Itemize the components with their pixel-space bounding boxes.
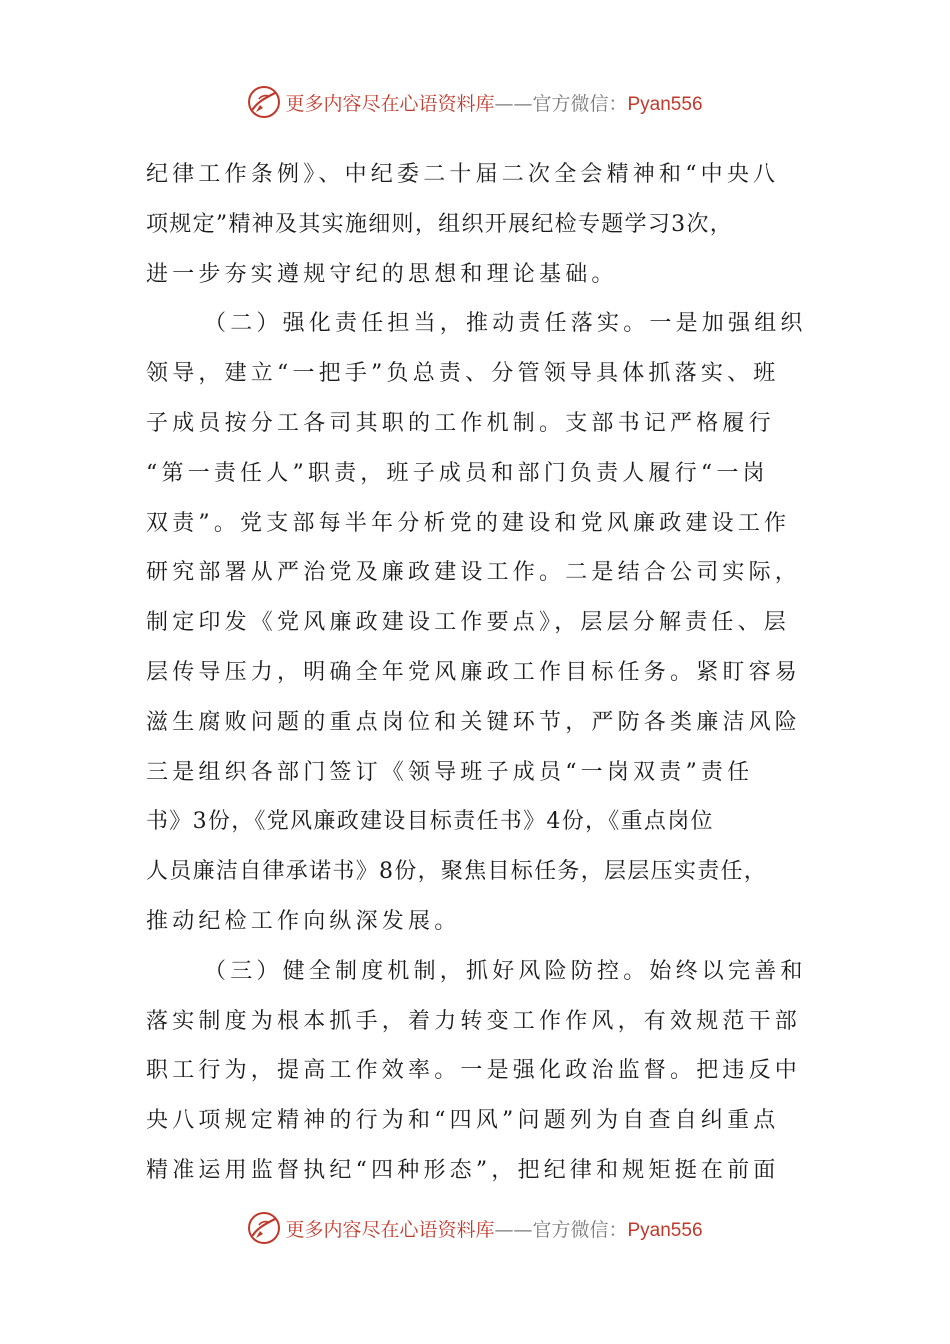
header-watermark-title: 更多内容尽在心语资料库	[285, 92, 495, 115]
body-line-14: 书》3份，《党风廉政建设目标责任书》4份，《重点岗位	[146, 809, 714, 835]
footer-wechat-id: Pyan556	[627, 1219, 703, 1241]
body-line-19: 职工行为，提高工作效率。一是强化政治监督。把违反中	[146, 1058, 802, 1084]
body-line-13: 三是组织各部门签订《领导班子成员“一岗双责”责任	[146, 759, 754, 785]
body-line-20: 央八项规定精神的行为和“四风”问题列为自查自纠重点	[146, 1108, 780, 1134]
body-line-1: 纪律工作条例》、中纪委二十届二次全会精神和“中央八	[146, 162, 780, 187]
body-line-2: 项规定”精神及其实施细则，组织开展纪检专题学习3次，	[146, 211, 734, 237]
body-line-10: 制定印发《党风廉政建设工作要点》，层层分解责任、层	[146, 610, 791, 636]
body-line-16: 推动纪检工作向纵深发展。	[146, 908, 461, 934]
header-wechat-id: Pyan556	[627, 93, 703, 115]
pen-logo-icon	[247, 1211, 281, 1245]
body-line-6: 子成员按分工各司其职的工作机制。支部书记严格履行	[146, 410, 775, 436]
footer-watermark-title: 更多内容尽在心语资料库	[285, 1218, 495, 1241]
body-line-3: 进一步夯实遵规守纪的思想和理论基础。	[146, 261, 618, 287]
footer-dash: —	[494, 1218, 514, 1241]
body-line-5: 领导，建立“一把手”负总责、分管领导具体抓落实、班	[146, 361, 780, 387]
footer-watermark-text	[285, 1215, 702, 1242]
header-watermark-banner	[0, 82, 950, 122]
body-line-15: 人员廉洁自律承诺书》8份，聚焦目标任务，层层压实责任，	[146, 859, 768, 885]
body-line-11: 层传导压力，明确全年党风廉政工作目标任务。紧盯容易	[146, 659, 802, 685]
footer-wechat-label: 官方微信：	[532, 1218, 628, 1241]
header-wechat-label: 官方微信：	[532, 92, 628, 115]
body-line-21: 精准运用监督执纪“四种形态”，把纪律和规矩挺在前面	[146, 1157, 780, 1183]
header-dash-2: —	[513, 92, 533, 115]
body-line-8: 双责”。党支部每半年分析党的建设和党风廉政建设工作	[146, 510, 791, 536]
header-dash: —	[494, 92, 514, 115]
document-body	[146, 150, 808, 1196]
header-watermark-text	[285, 89, 702, 116]
footer-dash-2: —	[513, 1218, 533, 1241]
body-line-9: 研究部署从严治党及廉政建设工作。二是结合公司实际，	[146, 560, 802, 586]
footer-watermark-banner	[0, 1208, 950, 1248]
body-line-17: （三）健全制度机制，抓好风险防控。始终以完善和	[204, 958, 807, 984]
body-line-7: “第一责任人”职责，班子成员和部门负责人履行“一岗	[146, 460, 769, 486]
body-line-4: （二）强化责任担当，推动责任落实。一是加强组织	[204, 311, 807, 337]
body-line-18: 落实制度为根本抓手，着力转变工作作风，有效规范干部	[146, 1008, 802, 1034]
pen-logo-icon	[247, 85, 281, 119]
body-line-12: 滋生腐败问题的重点岗位和关键环节，严防各类廉洁风险	[146, 709, 802, 735]
